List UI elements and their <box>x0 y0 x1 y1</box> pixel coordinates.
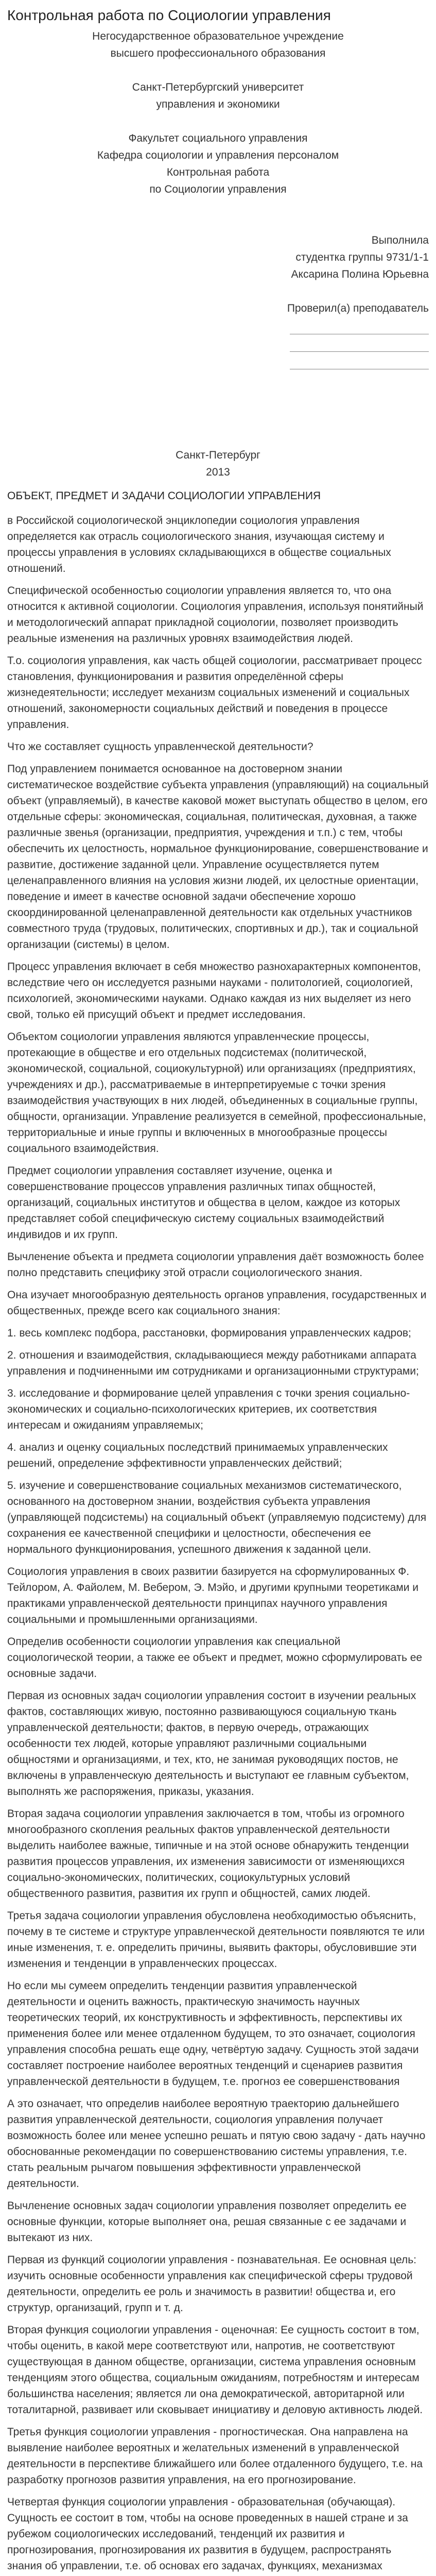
section-title: ОБЪЕКТ, ПРЕДМЕТ И ЗАДАЧИ СОЦИОЛОГИИ УПРАВЛЕНИЯ <box>7 490 321 502</box>
signature-line <box>290 334 429 352</box>
paragraph: Первая из основных задач социологии управления состоит в изучении реальных фактов, составляющих живую, постоянно развивающуюся социальную ткань управленческой деятельности; фактов, в первую очередь, отражающих особенности тех людей, которые управляют различными социальными общностями и организациями, и тех, кто, не занимая руководящих постов, не включены в управленческую деятельность и выступают ее главным субъектом, выполнять же распоряжения, приказы, указания. <box>7 1690 416 1798</box>
list-item: 3. исследование и формирование целей управления с точки зрения социально-экономических и социально-психологических критериев, их соответствия интересам и ожиданиям управляемых; <box>7 1387 410 1431</box>
city: Санкт-Петербург <box>176 449 260 461</box>
paragraph: Процесс управления включает в себя множество разнохарактерных компонентов, вследствие чего он исследуется разными науками - политологией, социологией, психологией, экономическими науками. Однако каждая из них выделяет из него свой, только ей присущий объект и предмет исследования. <box>7 961 421 1021</box>
author-line: Аксарина Полина Юрьевна <box>291 268 429 280</box>
header-line: Негосударственное образовательное учреждение <box>92 30 344 42</box>
paragraph: Объектом социологии управления являются управленческие процессы, протекающие в обществе и его отдельных подсистемах (политической, экономической, социальной, социокультурной) или организациях (предприятиях, учреждениях и др.), рассматриваемые в интерпретируемые с точки зрения взаимодействия участвующих в них людей, объединенных в социальные группы, общности, организации. Управление реализуется в семейной, профессиональные, территориальные и иные группы и включенных в многообразные процессы социального взаимодействия. <box>7 1031 426 1155</box>
header-line: Контрольная работа <box>166 166 270 178</box>
header-line: Санкт-Петербургский университет <box>132 81 304 93</box>
list-item: 1. весь комплекс подбора, расстановки, формирования управленческих кадров; <box>7 1327 411 1339</box>
paragraph: Она изучает многообразную деятельность органов управления, государственных и общественных, прежде всего как социального знания: <box>7 1289 427 1317</box>
list-item: 5. изучение и совершенствование социальных механизмов систематического, основанного на достоверном знании, воздействия субъекта управления (управляющей подсистемы) на социальный объект (управляемую подсистему) для сохранения ее качественной специфики и целостности, обеспечения ее нормального функционирования, успешного движения к заданной цели. <box>7 1480 427 1555</box>
paragraph: Определив особенности социологии управления как специальной социологической теории, а также ее объект и предмет, можно сформулировать ее основные задачи. <box>7 1636 423 1680</box>
year: 2013 <box>206 466 230 478</box>
paragraph: Четвертая функция социологии управления - образовательная (обучающая). Сущность ее состоит в том, чтобы на основе проведенных в нашей стране и за рубежом социологических исследований, тенденций их развития и прогнозирования, прогнозирования их развития в будущем, распространять знания об управлении, т.е. об основах его задачах, функциях, механизмах <box>7 2496 408 2572</box>
list-item: 4. анализ и оценку социальных последствий принимаемых управленческих решений, определение эффективности управленческих действий; <box>7 1442 388 1469</box>
paragraph: Под управлением понимается основанное на достоверном знании систематическое воздействие субъекта управления (управляющий) на социальный объект (управляемый), в качестве каковой может выступать общество в целом, его отдельные сферы: экономическая, социальная, политическая, духовная, а также различные звенья (организации, предприятия, учреждения и т.п.) с тем, чтобы обеспечить их целостность, нормальное функционирование, совершенствование и развитие, достижение заданной цели. Управление осуществляется путем целенаправленного влияния на условия жизни людей, их целостные ориентации, поведение и имеет в качестве основной задачи обеспечение хорошо скоординированной целенаправленной деятельности как отдельных участников совместного труда (трудовых, политических, спортивных и др.), так и социальной организации (системы) в целом. <box>7 763 429 951</box>
paragraph: в Российской социологической энциклопедии социология управления определяется как отрасль социологического знания, изучающая систему и процессы управления в условиях складывающихся в обществе социальных отношений. <box>7 515 391 574</box>
header-line: высшего профессионального образования <box>110 47 326 59</box>
header-line: по Социологии управления <box>149 183 287 195</box>
body-text <box>7 513 429 2576</box>
signature-line <box>290 352 429 369</box>
paragraph: Третья функция социологии управления - прогностическая. Она направлена на выявление наиболее вероятных и желательных изменений в управленческой деятельности в перспективе ближайшего или более отдаленного будущего, т.е. на разработку прогнозов развития управления, на его прогнозирование. <box>7 2426 423 2486</box>
paragraph: Социология управления в своих развитии базируется на сформулированных Ф. Тейлором, А. Файолем, М. Вебером, Э. Мэйо, и другими крупными теоретиками и практиками управленческой деятельности принципах научного управления социальными и промышленными организациями. <box>7 1566 418 1625</box>
signature-line <box>290 317 429 334</box>
header-line: Кафедра социологии и управления персоналом <box>97 149 339 161</box>
paragraph: Предмет социологии управления составляет изучение, оценка и совершенствование процессов управления различных типах общностей, организаций, социальных институтов и общества в целом, каждое из которых представляет собой специфическую систему социальных взаимодействий индивидов и их групп. <box>7 1165 400 1241</box>
paragraph: Специфической особенностью социологии управления является то, что она относится к активной социологии. Социология управления, используя понятийный и методологический аппарат прикладной социологии, позволяет производить реальные изменения на различных уровнях взаимодействия людей. <box>7 585 424 645</box>
checked-by-label: Проверил(а) преподаватель <box>287 302 429 314</box>
paragraph: Первая из функций социологии управления - познавательная. Ее основная цель: изучить основные особенности управления как специфической сферы трудовой деятельности, определить ее роль и значимость в развитии! общества и, его структур, организаций, групп и т. д. <box>7 2254 416 2314</box>
document-title: Контрольная работа по Социологии управления <box>7 7 331 23</box>
paragraph: Третья задача социологии управления обусловлена необходимостью объяснить, почему в те системе и структуре управленческой деятельности появляются те или иные изменения, т. е. определить причины, выявить факторы, обусловившие эти изменения и тенденции в управленческих процессах. <box>7 1910 425 1970</box>
paragraph: Вычленение основных задач социологии управления позволяет определить ее основные функции, которые выполняет она, решая связанные с ее задачами и вытекают из них. <box>7 2200 407 2244</box>
paragraph: Вычленение объекта и предмета социологии управления даёт возможность более полно представить специфику этой отрасли социологического знания. <box>7 1251 424 1279</box>
header-line: управления и экономики <box>156 98 280 110</box>
paragraph: Вторая задача социологии управления заключается в том, чтобы из огромного многообразного скопления реальных фактов управленческой деятельности выделить наиболее важные, типичные и на этой основе обнаружить тенденции развития процессов управления, их изменения зависимости от изменяющихся социально-экономических, политических, социокультурных условий общественного развития, развития их групп и общностей, самих людей. <box>7 1808 409 1900</box>
author-line: студентка группы 9731/1-1 <box>295 251 429 263</box>
paragraph: Т.о. социология управления, как часть общей социологии, рассматривает процесс становления, функционирования и развития определённой сферы жизнедеятельности; исследует механизм социальных изменений и социальных отношений, закономерности социальных действий и поведения в процессе управления. <box>7 655 422 731</box>
paragraph: Что же составляет сущность управленческой деятельности? <box>7 741 313 753</box>
paragraph: Вторая функция социологии управления - оценочная: Ее сущность состоит в том, чтобы оценить, в какой мере соответствуют или, напротив, не соответствуют существующая в данном обществе, организации, система управления основным тенденциям этого общества, социальным ожиданиям, потребностям и интересам большинства населения; является ли она демократической, авторитарной или тоталитарной, развивает или сковывает инициативу и деловую активность людей. <box>7 2324 423 2416</box>
title-page <box>7 28 429 481</box>
paragraph: Но если мы сумеем определить тенденции развития управленческой деятельности и оценить важность, практическую значимость научных теоретических теорий, их конструктивность и эффективность, перспективы их применения более или менее отдаленном будущем, то это означает, социология управления способна решать еще одну, четвёртую задачу. Сущность этой задачи составляет построение наиболее вероятных тенденций и сценариев развития управленческой деятельности в будущем, т.е. прогноз ее совершенствования <box>7 1980 419 2088</box>
author-line: Выполнила <box>371 234 429 246</box>
paragraph: А это означает, что определив наиболее вероятную траекторию дальнейшего развития управленческой деятельности, социология управления получает возможность более или менее успешно решать и пятую свою задачу - дать научно обоснованные рекомендации по совершенствованию системы управления, т.е. стать реальным рычагом повышения эффективности управленческой деятельности. <box>7 2098 426 2190</box>
header-line: Факультет социального управления <box>128 132 308 144</box>
list-item: 2. отношения и взаимодействия, складывающиеся между работниками аппарата управления и подчиненными им сотрудниками и организационными структурами; <box>7 1349 419 1377</box>
